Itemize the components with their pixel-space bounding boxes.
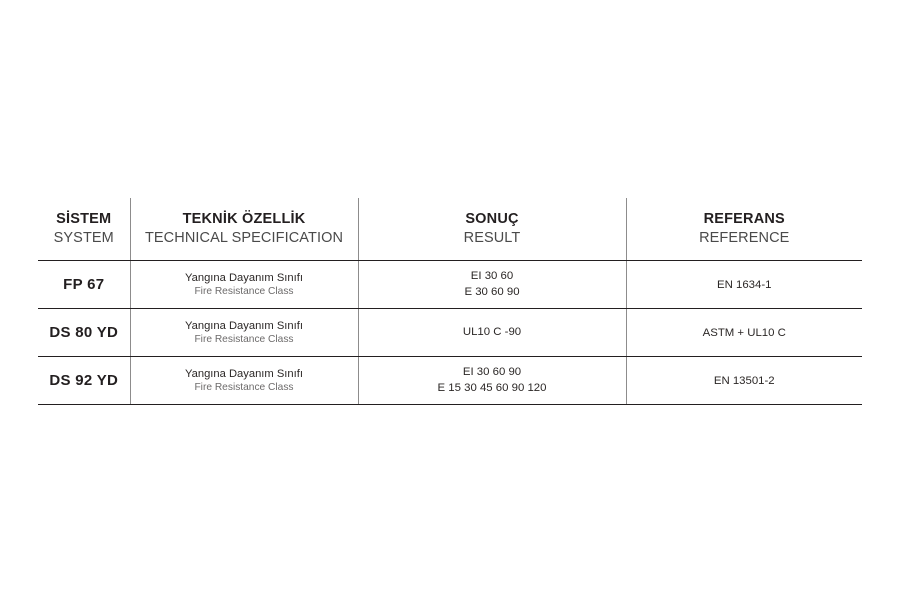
cell-result-line: E 15 30 45 60 90 120 [437,381,547,394]
cell-specification [130,261,358,309]
specification-table [38,198,862,405]
column-header-specification [130,198,358,261]
cell-specification-tr: Yangına Dayanım Sınıfı [185,271,303,284]
column-header-result [358,198,626,261]
cell-reference: EN 1634-1 [626,261,862,309]
table-row [38,357,862,405]
column-header-system-en: SYSTEM [53,230,114,246]
column-header-system-tr: SİSTEM [56,211,112,228]
cell-specification-en: Fire Resistance Class [194,286,294,298]
cell-specification [130,309,358,357]
cell-result [358,261,626,309]
cell-specification-en: Fire Resistance Class [194,334,294,346]
cell-result-line: E 30 60 90 [464,285,520,298]
column-header-reference [626,198,862,261]
cell-result-line: EI 30 60 90 [462,366,522,379]
column-header-system [38,198,130,261]
column-header-reference-en: REFERENCE [699,230,790,246]
column-header-result-tr: SONUÇ [465,211,519,228]
table-header-row [38,198,862,261]
cell-result [358,357,626,405]
cell-result-line: UL10 C -90 [462,325,522,338]
table-body [38,261,862,405]
cell-reference: ASTM + UL10 C [626,309,862,357]
cell-system: FP 67 [38,261,130,309]
cell-system: DS 92 YD [38,357,130,405]
cell-specification [130,357,358,405]
cell-result [358,309,626,357]
cell-reference: EN 13501-2 [626,357,862,405]
column-header-specification-en: TECHNICAL SPECIFICATION [144,230,344,246]
cell-result-line: EI 30 60 [470,270,514,283]
cell-specification-tr: Yangına Dayanım Sınıfı [185,319,303,332]
table-row [38,309,862,357]
column-header-reference-tr: REFERANS [703,211,785,228]
specification-table-wrapper [38,198,862,405]
table-row [38,261,862,309]
cell-specification-tr: Yangına Dayanım Sınıfı [185,367,303,380]
cell-specification-en: Fire Resistance Class [194,382,294,394]
table-header [38,198,862,261]
cell-system: DS 80 YD [38,309,130,357]
column-header-result-en: RESULT [463,230,521,246]
column-header-specification-tr: TEKNİK ÖZELLİK [182,211,306,228]
